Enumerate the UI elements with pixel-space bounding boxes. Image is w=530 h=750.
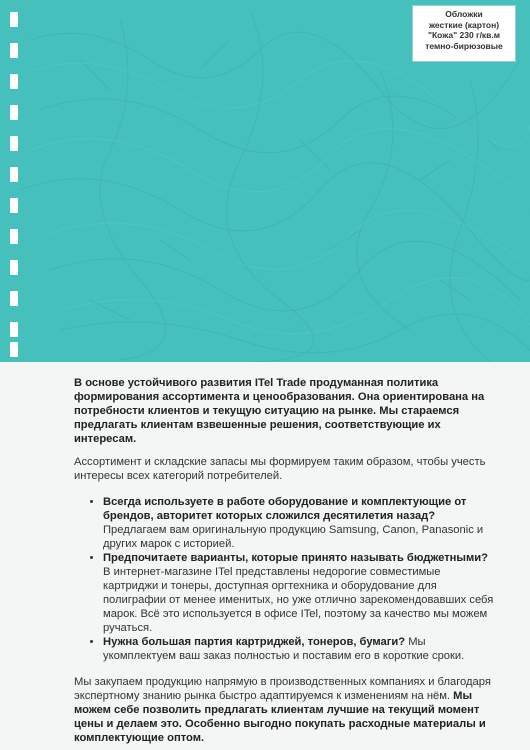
- binding-hole: [10, 291, 18, 306]
- binding-hole: [10, 12, 18, 27]
- binding-hole: [10, 260, 18, 275]
- description-text: [74, 376, 494, 745]
- closing-plain-text: Мы закупаем продукцию напрямую в производственных компаниях и благодаря экспертному знанию рынка быстро адаптируемся к изменениям на нём.: [74, 676, 491, 702]
- closing-paragraph: [74, 675, 494, 745]
- binding-holes: [10, 12, 20, 357]
- binding-hole: [10, 229, 18, 244]
- binding-hole: [10, 74, 18, 89]
- assortment-paragraph: Ассортимент и складские запасы мы формируем таким образом, чтобы учесть интересы всех категорий потребителей.: [74, 456, 486, 482]
- list-item-lead: Всегда используете в работе оборудование и комплектующие от брендов, авторитет которых сложился десятилетия назад?: [103, 496, 467, 522]
- intro-paragraph: В основе устойчивого развития ITel Trade продуманная политика формирования ассортимента и ценообразования. Она ориентирована на потребности клиентов и текущую ситуацию на рынке. Мы стараемся предлагать клиентам взвешенные решения, соответствующие их интересам.: [74, 377, 485, 445]
- binding-hole: [10, 342, 18, 357]
- label-line-2: жесткие (картон): [428, 19, 500, 30]
- cover-sample: [0, 0, 530, 362]
- list-item: [103, 495, 494, 551]
- product-label: [412, 5, 516, 62]
- binding-hole: [10, 322, 18, 337]
- binding-hole: [10, 105, 18, 120]
- binding-hole: [10, 136, 18, 151]
- list-item-lead: Предпочитаете варианты, которые принято называть бюджетными?: [103, 552, 488, 564]
- label-line-1: Обложки: [445, 9, 483, 19]
- binding-hole: [10, 198, 18, 213]
- list-item-text: В интернет-магазине ITel представлены недорогие совместимые картриджи и тонеры, доступная оргтехника и оборудование для полиграфии от менее именитых, но уже отлично зарекомендовавших себя марок. Всё это используется в офисе ITel, поэтому за качество мы можем ручаться.: [103, 566, 494, 634]
- list-item-text: Предлагаем вам оригинальную продукцию Samsung, Canon, Panasonic и других марок с историей.: [103, 524, 484, 550]
- list-item-text: Мы укомплектуем ваш заказ полностью и поставим его в короткие сроки.: [103, 636, 465, 662]
- benefits-list: [74, 495, 494, 663]
- list-item: [103, 551, 494, 635]
- binding-hole: [10, 167, 18, 182]
- list-item: [103, 635, 494, 663]
- list-item-lead: Нужна большая партия картриджей, тонеров, бумаги?: [103, 636, 406, 648]
- binding-hole: [10, 43, 18, 58]
- label-line-4: темно-бирюзовые: [425, 40, 503, 51]
- closing-bold-text: Мы можем себе позволить предлагать клиентам лучшие на текущий момент цены и делаем это. Особенно выгодно покупать расходные материалы и комплектующие оптом.: [74, 690, 486, 744]
- label-line-3: "Кожа" 230 г/кв.м: [427, 30, 501, 40]
